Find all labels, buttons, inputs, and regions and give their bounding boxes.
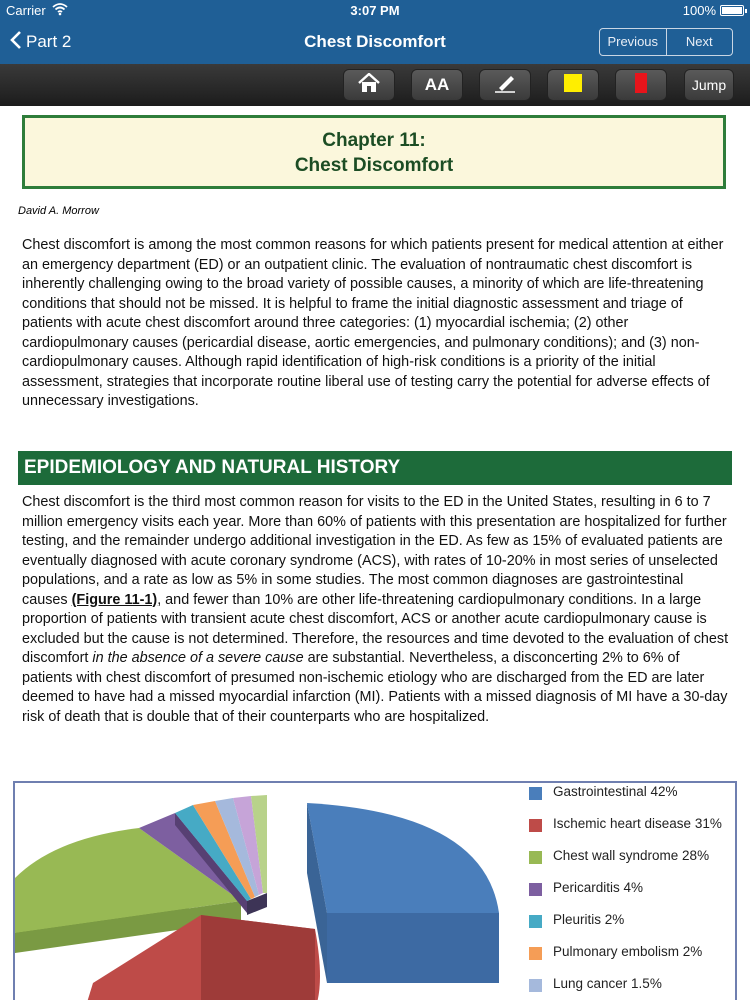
back-button[interactable] [10, 30, 71, 53]
font-size-label: AA [424, 75, 450, 94]
para-text: Chest discomfort is the third most common reason for visits to the ED in the United States, resulting in 6 to 7 million emergency visits each year. More than 60% of patients with this presentation are hospitalized for further testing, and the remainder undergo additional investigation in the ED. As few as 15% of evaluated patients are eventually diagnosed with acute coronary syndrome (ACS), with rates of 10-20% in most series of unselected populations, and a rate as low as 5% in some studies. The most common diagnoses are gastrointestinal causes [22, 494, 727, 608]
back-label: Part 2 [26, 31, 72, 51]
epidemiology-paragraph [22, 493, 730, 727]
legend-swatch [529, 851, 542, 864]
para-italic-text: in the absence of a severe cause [92, 650, 304, 666]
pie-slice-gastrointestinal-front [327, 913, 499, 983]
battery-percent: 100% [682, 3, 716, 18]
legend-item-lung-cancer [527, 976, 737, 996]
legend-swatch [529, 979, 542, 992]
legend-item-ischemic-heart-disease [527, 816, 737, 836]
pie-slice-gastrointestinal [307, 803, 499, 913]
status-bar [0, 0, 750, 20]
legend-label: Pericarditis 4% [553, 880, 644, 895]
legend-item-chest-wall-syndrome [527, 848, 737, 868]
pencil-icon [493, 73, 517, 98]
legend-swatch [529, 787, 542, 800]
legend-label: Ischemic heart disease 31% [553, 816, 722, 831]
chevron-left-icon [10, 30, 22, 53]
chapter-number: Chapter 11: [322, 130, 426, 151]
para-text: , and fewer than 10% are other life-threatening cardiopulmonary conditions. In a large proportion of patients with transient acute chest discomfort, ACS or another acute cardiopulmonary cause is excluded but the cause is not determined. Therefore, the resources and time devoted to the evaluation of chest discomfort [22, 591, 729, 666]
legend-swatch [529, 819, 542, 832]
chapter-title: Chest Discomfort [294, 155, 454, 176]
battery-icon [720, 5, 744, 16]
home-icon [358, 73, 380, 98]
previous-button[interactable]: Previous [600, 29, 667, 55]
clock: 3:07 PM [350, 3, 400, 18]
section-heading: EPIDEMIOLOGY AND NATURAL HISTORY [18, 451, 732, 485]
reader-toolbar [0, 64, 750, 106]
legend-label: Lung cancer 1.5% [553, 976, 662, 991]
highlight-button[interactable] [547, 69, 599, 101]
author-name: David A. Morrow [18, 205, 99, 217]
figure-link[interactable]: (Figure 11-1) [71, 591, 158, 608]
intro-paragraph: Chest discomfort is among the most common reasons for which patients present for medical attention at either an emergency department (ED) or an outpatient clinic. The evaluation of nontraumatic chest discomfort is inherently challenging owing to the broad variety of possible causes, a minority of which are life-threatening conditions that should not be missed. It is helpful to frame the initial diagnostic assessment and triage of patients with acute chest discomfort around three categories: (1) myocardial ischemia; (2) other cardiopulmonary causes (pericardial disease, aortic emergencies, and pulmonary conditions); and (3) non-cardiopulmonary causes. Although rapid identification of high-risk conditions is a priority of the initial assessment, strategies that incorporate routine liberal use of testing carry the potential for adverse effects of unnecessary investigations. [22, 237, 724, 409]
chapter-header [22, 115, 726, 189]
legend-swatch [529, 947, 542, 960]
page-title: Chest Discomfort [304, 32, 446, 51]
legend-item-pericarditis [527, 880, 737, 900]
navigation-bar [0, 20, 750, 64]
red-bookmark-icon [634, 72, 648, 99]
legend-label: Chest wall syndrome 28% [553, 848, 710, 863]
font-size-button[interactable] [411, 69, 463, 101]
jump-button[interactable]: Jump [684, 69, 734, 101]
legend-item-pleuritis [527, 912, 737, 932]
legend-label: Pleuritis 2% [553, 912, 625, 927]
legend-swatch [529, 883, 542, 896]
reader-content [0, 106, 750, 1000]
para-text: are substantial. Nevertheless, a disconcerting 2% to 6% of patients with chest discomfort of presumed non-ischemic etiology who are discharged from the ED are later deemed to have had a missed myocardial infarction (MI). Patients with a missed diagnosis of MI have a 30-day risk of death that is double that of their counterparts who are hospitalized. [22, 650, 728, 725]
figure-11-1[interactable] [13, 781, 737, 1000]
legend-label: Gastrointestinal 42% [553, 784, 678, 799]
red-swatch [635, 73, 647, 93]
carrier-label: Carrier [6, 3, 46, 18]
legend-label: Pulmonary embolism 2% [553, 944, 703, 959]
pie-slice-ischemic-heart-disease-side [201, 915, 315, 1000]
next-button[interactable]: Next [685, 34, 713, 49]
yellow-highlighter-icon [562, 72, 584, 99]
home-button[interactable] [343, 69, 395, 101]
prev-next-control [599, 28, 733, 56]
legend-item-gastrointestinal [527, 784, 737, 804]
yellow-swatch [564, 74, 582, 92]
annotate-button[interactable] [479, 69, 531, 101]
bookmark-button[interactable] [615, 69, 667, 101]
legend-item-pulmonary-embolism [527, 944, 737, 964]
legend-swatch [529, 915, 542, 928]
